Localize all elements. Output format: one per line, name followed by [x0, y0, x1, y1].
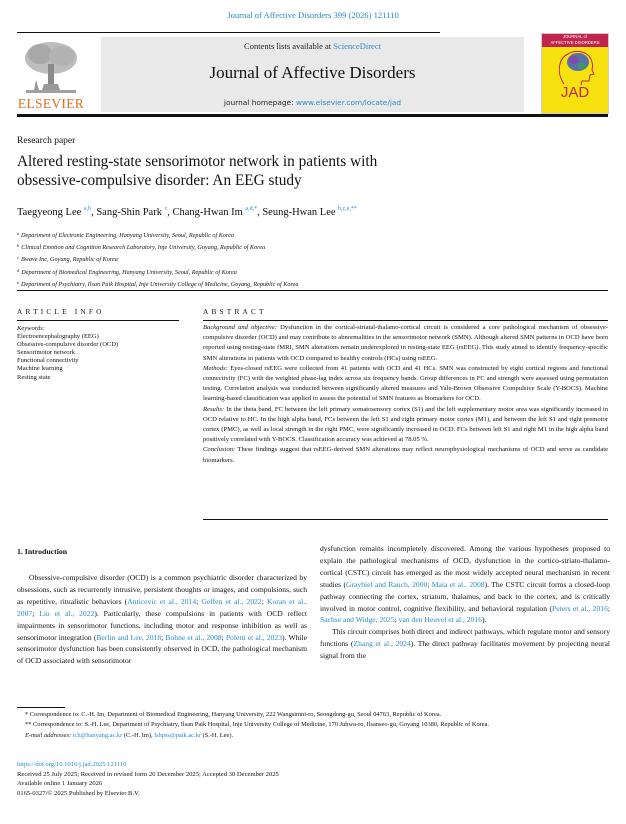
correspondence-1: * Correspondence to: C.-H. Im, Department of Biomedical Engineering, Hanyang University, 222 Wangsimni-ro, Seongdong-gu, Seoul 04763, Republic of Korea. [25, 711, 442, 718]
body-text: ; [261, 596, 267, 606]
citation-link[interactable]: Sachse and Widge, 2025 [320, 615, 395, 625]
homepage-link[interactable]: www.elsevier.com/locate/jad [295, 98, 402, 107]
author-name[interactable]: Sang-Shin Park [96, 207, 162, 218]
citation-link[interactable]: Berlin and Lee, 2018 [96, 632, 162, 642]
footnote-rule [17, 707, 65, 708]
affiliation-text: Clinical Emotion and Cognition Research Laboratory, Inje University, Goyang, Republic of Korea [21, 244, 266, 252]
affiliation-item [17, 278, 437, 290]
body-text: ). While sensorimotor dysfunction has been consistently observed in OCD, the pathological mechanism of OCD associated with sensorimotor [17, 632, 307, 666]
section-separator [17, 290, 608, 291]
affiliations [17, 229, 437, 290]
article-title: Altered resting-state sensorimotor network in patients with obsessive-compulsive disorder: An EEG study [17, 153, 378, 189]
author-list: Taegyeong Lee $^{a,b}$, Sang-Shin Park $^c$, Chang-Hwan Im $^{a,d,*}$, Seung-Hwan Lee $^{b,c,e,**}$ [17, 206, 357, 218]
intro-left-column [17, 572, 307, 667]
keyword-item: Electroencephalography (EEG) [17, 333, 99, 341]
cover-band-line1: JOURNAL of [562, 34, 588, 39]
article-history: Received 25 July 2025; Received in revised form 26 December 2025; Accepted 30 December 2025 [17, 770, 279, 778]
running-head[interactable]: Journal of Affective Disorders 399 (2026) 121110 [227, 10, 399, 20]
contents-line [101, 41, 524, 51]
abstract-rule [203, 320, 608, 321]
email-owner: (S.-H. Lee). [200, 731, 234, 739]
journal-cover[interactable] [541, 33, 609, 114]
correspondence-2: ** Correspondence to: S.-H. Lee, Department of Psychiatry, Ilsan Paik Hospital, Inje University College of Medicine, 170 Juhwa-ro, Ilsanseo-gu, Goyang 10380, Republic of Korea. [25, 721, 490, 729]
intro-paragraph [320, 543, 610, 626]
body-text: This circuit comprises both direct and indirect pathways, which regulate motor and sensory functions ( [320, 627, 610, 649]
elsevier-tree-icon [22, 40, 80, 96]
contents-prefix: Contents lists available at [244, 41, 334, 51]
abstract-text: In the theta band, FC between the left primary somatosensory cortex (S1) and the left supplementary motor area was significantly increased in OCD relative to HC. In the high alpha band, FCs between the left S1 and right primary motor cortex (M1), and between the left S1 and right premotor cortex (PMC), as well as local strength in the right PMC, were significantly increased in OCD. FCs between left S1 and right M1 in the high alpha band positively correlated with Y-BOCS. Classification accuracy was achieved at 78.05 %. [203, 405, 608, 444]
body-text: ; [394, 615, 399, 625]
elsevier-logo[interactable] [16, 40, 86, 112]
abstract-label: Results: [203, 405, 225, 413]
affiliation-item [17, 266, 437, 278]
citation-link[interactable]: Maia et al., 2008 [431, 579, 485, 589]
article-info-rule [17, 320, 179, 321]
footnotes [17, 710, 608, 741]
abstract-text: Eyes-closed rsEEG were collected from 41 patients with OCD and 41 HCs. SMN was constructed by eight cortical regions and functional connectivity (FC) with the weighted phase-lag index across six frequency bands. Group differences in FC and strength were assessed using permutation testing. Correlation analysis was conducted between significantly altered measures and Yale-Brown Obsessive Compulsive Scale (Y-BOCS). Machine learning-based classification was applied to assess the potential of SMN features as biomarkers for OCD. [203, 364, 608, 403]
affiliation-mark: e [17, 279, 19, 285]
citation-link[interactable]: van den Heuvel et al., 2016 [398, 615, 482, 625]
body-text: ). Particularly, these compulsions in patients with OCD reflect impairments in sensorimotor functions, including motor and response inhibition as well as sensorimotor integration ( [17, 608, 308, 642]
citation-link[interactable]: Anticevic et al., 2014 [127, 596, 197, 606]
abstract-background [203, 323, 608, 364]
citation-link[interactable]: Poletti et al., 2023 [225, 632, 283, 642]
affiliation-text: Bwave Inc, Goyang, Republic of Korea [21, 256, 118, 264]
author-marks[interactable]: c [164, 206, 168, 212]
email-addresses [17, 731, 608, 741]
affiliation-mark: a [17, 231, 19, 236]
affiliation-mark: c [17, 255, 19, 261]
keyword-item: Resting state [17, 373, 51, 381]
author-name[interactable]: Chang-Hwan Im [172, 207, 243, 218]
header-rule [17, 32, 440, 33]
keywords-label: Keywords: [17, 325, 45, 332]
body-text: ). The CSTC circuit forms a closed-loop pathway connecting the cortex, striatum, thalamus, and back to the cortex, and is critically involved in motor control, cognitive flexibility, and behavioral regulation ( [320, 579, 610, 613]
body-text: ; [196, 596, 202, 606]
abstract-label: Methods: [203, 364, 228, 372]
author-marks[interactable]: a,d,* [245, 206, 258, 212]
homepage-prefix: journal homepage: [223, 98, 296, 107]
abstract-text: These findings suggest that rsEEG-derived SMN alterations may reflect neurophysiological mechanisms of OCD and serve as candidate biomarkers. [203, 446, 608, 464]
body-text: ; [221, 632, 226, 642]
cover-band [542, 34, 608, 47]
cover-band-line2: AFFECTIVE DISORDERS [550, 40, 600, 45]
section-heading-introduction: 1. Introduction [17, 547, 68, 556]
affiliation-text: Department of Electronic Engineering, Hanyang University, Seoul, Republic of Korea [21, 232, 234, 239]
author-marks[interactable]: a,b [83, 206, 92, 212]
keyword-item: Machine learning [17, 365, 63, 373]
body-text: Obsessive-compulsive disorder (OCD) is a common psychiatric disorder characterized by obsessions, such as recurrently intrusive, persistent thoughts or images, and compulsions, such as repetitive, ritualistic behaviors ( [17, 573, 307, 606]
abstract-end-rule [203, 519, 608, 520]
journal-title: Journal of Affective Disorders [209, 63, 416, 82]
journal-banner [101, 37, 524, 112]
header-thick-rule [17, 114, 608, 117]
body-text: ; [607, 603, 610, 613]
affiliation-item [17, 253, 437, 265]
abstract-label: Background and objective: [203, 324, 278, 331]
abstract-text: Dysfunction in the cortical-striatal-thalamo-cortical circuit is considered a core pathological mechanism of obsessive-compulsive disorder (OCD) and may contribute to abnormalities in the sensorimotor network (SMN). Although altered SMN patterns in OCD have been reported using resting-state fMRI, SMN alterations remain underexplored in resting-state EEG (rsEEG). This study aimed to identify frequency-specific SMN alterations in patients with OCD compared to healthy controls (HCs) using rsEEG. [203, 324, 608, 362]
head-silhouette-icon [552, 48, 598, 86]
abstract-methods [203, 364, 608, 405]
cover-acronym: JAD [560, 84, 590, 101]
body-text: ; [161, 632, 166, 642]
citation-link[interactable]: Liu et al., 2022 [39, 608, 95, 618]
homepage-line [101, 98, 524, 107]
article-footer [17, 760, 608, 798]
body-text: ; [32, 608, 40, 618]
abstract-heading: ABSTRACT [203, 307, 267, 316]
body-text: dysfunction remains incompletely discovered. Among the various hypotheses proposed to explain the pathological mechanisms of OCD, dysfunction in the cortico-striato-thalamo-cortical (CSTC) circuit has emerged as the most widely accepted neural mechanism in recent studies ( [320, 544, 610, 589]
citation-link[interactable]: Graybiel and Rauch, 2000 [346, 579, 428, 589]
keyword-item: Sensorimotor network [17, 349, 75, 357]
article-info-heading: ARTICLE INFO [17, 307, 105, 316]
email-owner: (C.-H. Im), [122, 731, 155, 739]
keyword-item: Obsessive-compulsive disorder (OCD) [17, 341, 119, 349]
email-link-im[interactable]: ich@hanyang.ac.kr [72, 731, 123, 739]
affiliation-text: Department of Psychiatry, Ilsan Paik Hospital, Inje University College of Medicine, Goyang, Republic of Korea [21, 280, 299, 288]
citation-link[interactable]: Bohne et al., 2008 [165, 632, 222, 642]
affiliation-item [17, 241, 437, 253]
paper-type: Research paper [17, 136, 76, 146]
email-link-lee[interactable]: lshpss@paik.ac.kr [154, 731, 201, 739]
body-text: ). [481, 615, 487, 625]
author-name[interactable]: Seung-Hwan Lee [262, 207, 336, 218]
body-text: ; [427, 579, 432, 589]
abstract-body [203, 323, 608, 466]
copyright: 0165-0327/© 2025 Published by Elsevier B.V. [17, 789, 140, 797]
email-label: E-mail addresses: [25, 731, 72, 739]
citation-link[interactable]: Geffen et al., 2022 [201, 596, 262, 606]
intro-paragraph [320, 626, 610, 662]
author-name[interactable]: Taegyeong Lee [17, 207, 82, 218]
intro-right-column [320, 543, 610, 662]
available-online: Available online 1 January 2026 [17, 780, 103, 788]
keyword-item: Functional connectivity [17, 357, 79, 365]
abstract-results [203, 405, 608, 446]
citation-link[interactable]: Zhang et al., 2024 [353, 639, 411, 649]
affiliation-mark: b [17, 243, 20, 249]
affiliation-text: Department of Biomedical Engineering, Hanyang University, Seoul, Republic of Korea [21, 268, 237, 276]
elsevier-wordmark: ELSEVIER [17, 96, 85, 111]
body-text: ). The direct pathway facilitates movement by projecting neural signal from the [320, 639, 611, 661]
intro-paragraph [17, 572, 307, 667]
affiliation-mark: d [17, 267, 20, 273]
sciencedirect-link[interactable]: ScienceDirect [333, 41, 381, 51]
citation-link[interactable]: Koran et al., 2007 [17, 596, 308, 618]
doi-link[interactable]: https://doi.org/10.1016/j.jad.2025.121110 [17, 761, 127, 768]
keywords-block [17, 325, 187, 382]
affiliation-item [17, 229, 437, 241]
abstract-conclusion [203, 445, 608, 465]
citation-link[interactable]: Peters et al., 2016 [552, 603, 608, 613]
abstract-label: Conclusion: [203, 446, 236, 454]
author-marks[interactable]: b,c,e,** [338, 206, 357, 212]
